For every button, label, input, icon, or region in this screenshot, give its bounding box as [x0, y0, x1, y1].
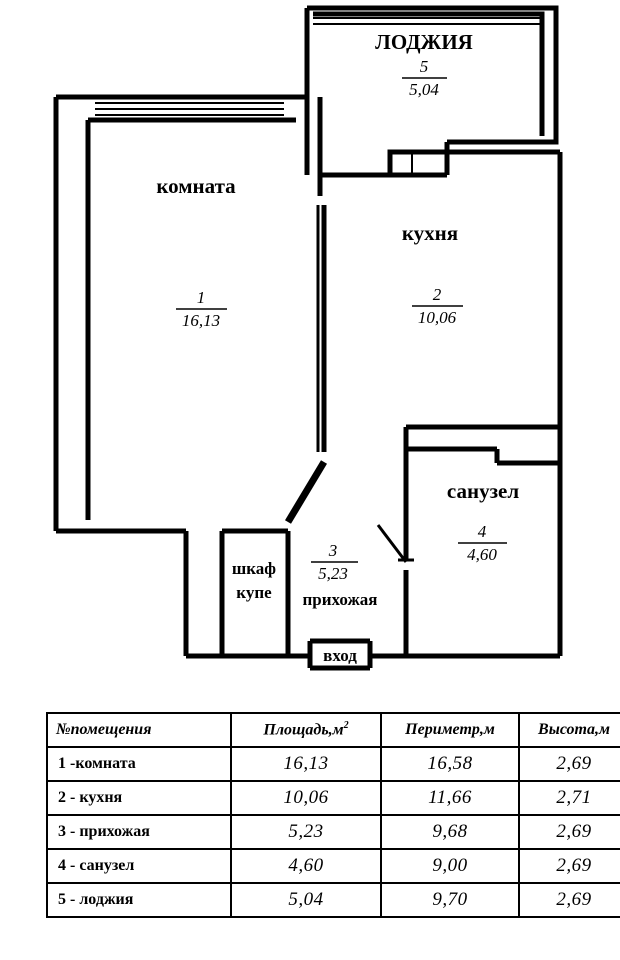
- table-head: [47, 713, 620, 747]
- room-number-kitchen: 2: [432, 285, 442, 304]
- wall-outlines: [56, 8, 560, 668]
- room-number-bathroom: 4: [477, 522, 487, 541]
- table-row: [47, 849, 620, 883]
- row-name: 3 - прихожая: [47, 815, 231, 849]
- specification-table: [46, 712, 620, 918]
- row-area: 10,06: [231, 781, 381, 815]
- row-perimeter: 9,68: [381, 815, 519, 849]
- row-perimeter: 9,00: [381, 849, 519, 883]
- table-header-row: [47, 713, 620, 747]
- row-area: 5,23: [231, 815, 381, 849]
- room-label-loggia: ЛОДЖИЯ: [375, 30, 473, 54]
- room-area-bathroom: 4,60: [467, 545, 497, 564]
- row-name: 4 - санузел: [47, 849, 231, 883]
- row-height: 2,69: [519, 747, 620, 781]
- row-name: 1 -комната: [47, 747, 231, 781]
- table-row: [47, 815, 620, 849]
- room-label-bathroom: санузел: [446, 479, 520, 503]
- wardrobe-label-line2: купе: [236, 583, 272, 602]
- row-area: 4,60: [231, 849, 381, 883]
- row-height: 2,69: [519, 849, 620, 883]
- room-number-hallway: 3: [328, 541, 338, 560]
- room-area-kitchen: 10,06: [417, 308, 457, 327]
- row-height: 2,71: [519, 781, 620, 815]
- header-room-number: №помещения: [47, 713, 231, 747]
- table-body: [47, 747, 620, 917]
- row-perimeter: 9,70: [381, 883, 519, 917]
- room-label-hallway: прихожая: [302, 590, 378, 609]
- header-area-text: Площадь,м: [263, 721, 344, 739]
- room-area-hallway: 5,23: [318, 564, 348, 583]
- room-label-room: комната: [156, 174, 236, 198]
- entrance-label: вход: [323, 646, 357, 665]
- table-row: [47, 883, 620, 917]
- wardrobe-label-line1: шкаф: [231, 559, 277, 578]
- header-area-superscript: 2: [343, 720, 349, 732]
- row-height: 2,69: [519, 815, 620, 849]
- room-label-kitchen: кухня: [401, 221, 459, 245]
- header-area: [231, 713, 381, 747]
- row-perimeter: 11,66: [381, 781, 519, 815]
- header-perimeter: Периметр,м: [381, 713, 519, 747]
- room-area-loggia: 5,04: [409, 80, 439, 99]
- row-area: 5,04: [231, 883, 381, 917]
- row-perimeter: 16,58: [381, 747, 519, 781]
- table-row: [47, 747, 620, 781]
- row-area: 16,13: [231, 747, 381, 781]
- row-height: 2,69: [519, 883, 620, 917]
- specification-table-container: [46, 712, 610, 918]
- row-name: 5 - лоджия: [47, 883, 231, 917]
- room-number-room: 1: [196, 288, 206, 307]
- header-height: Высота,м: [519, 713, 620, 747]
- table-row: [47, 781, 620, 815]
- room-number-loggia: 5: [419, 57, 429, 76]
- row-name: 2 - кухня: [47, 781, 231, 815]
- room-area-room: 16,13: [181, 311, 221, 330]
